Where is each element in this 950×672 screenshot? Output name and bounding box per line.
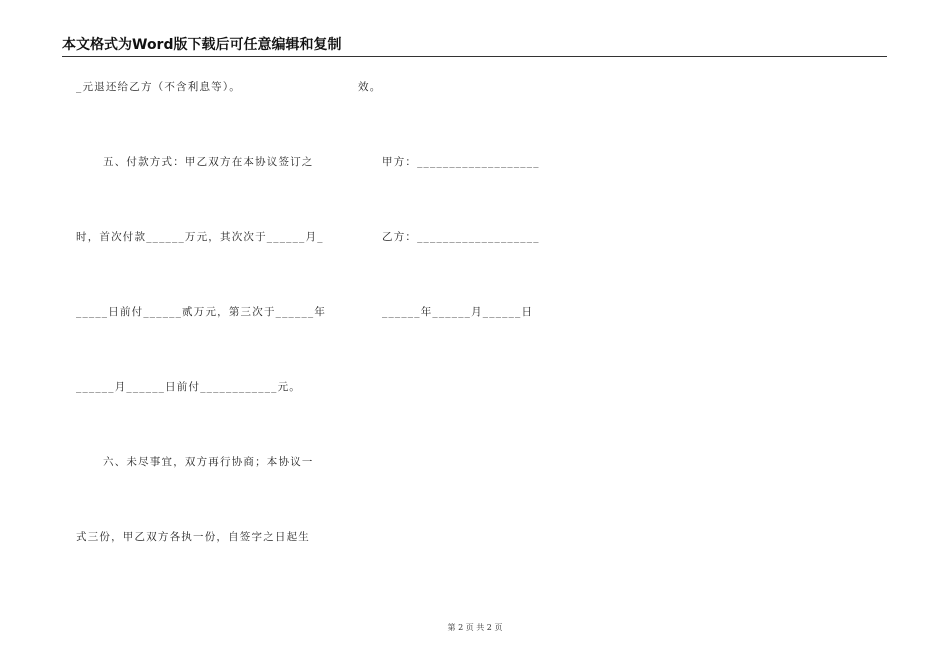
date-line: ______年______月______日 xyxy=(382,306,534,318)
signature-line-party-a: 甲方：___________________ xyxy=(382,156,540,168)
page-header-title: 本文格式为Word版下载后可任意编辑和复制 xyxy=(62,34,887,57)
signature-line-party-b: 乙方：___________________ xyxy=(382,231,540,243)
text-line: _____日前付______贰万元，第三次于______年 xyxy=(76,306,327,318)
text-line: 六、未尽事宜，双方再行协商；本协议一 xyxy=(103,456,314,468)
text-line: 时，首次付款______万元，其次次于______月_ xyxy=(76,231,324,243)
text-line: _元退还给乙方（不含利息等）。 xyxy=(76,81,241,93)
text-line: 五、付款方式：甲乙双方在本协议签订之 xyxy=(103,156,314,168)
text-line: ______月______日前付____________元。 xyxy=(76,381,301,393)
text-line: 式三份，甲乙双方各执一份，自签字之日起生 xyxy=(76,531,310,543)
text-line: 效。 xyxy=(358,81,382,93)
page-footer: 第 2 页 共 2 页 xyxy=(447,623,503,632)
